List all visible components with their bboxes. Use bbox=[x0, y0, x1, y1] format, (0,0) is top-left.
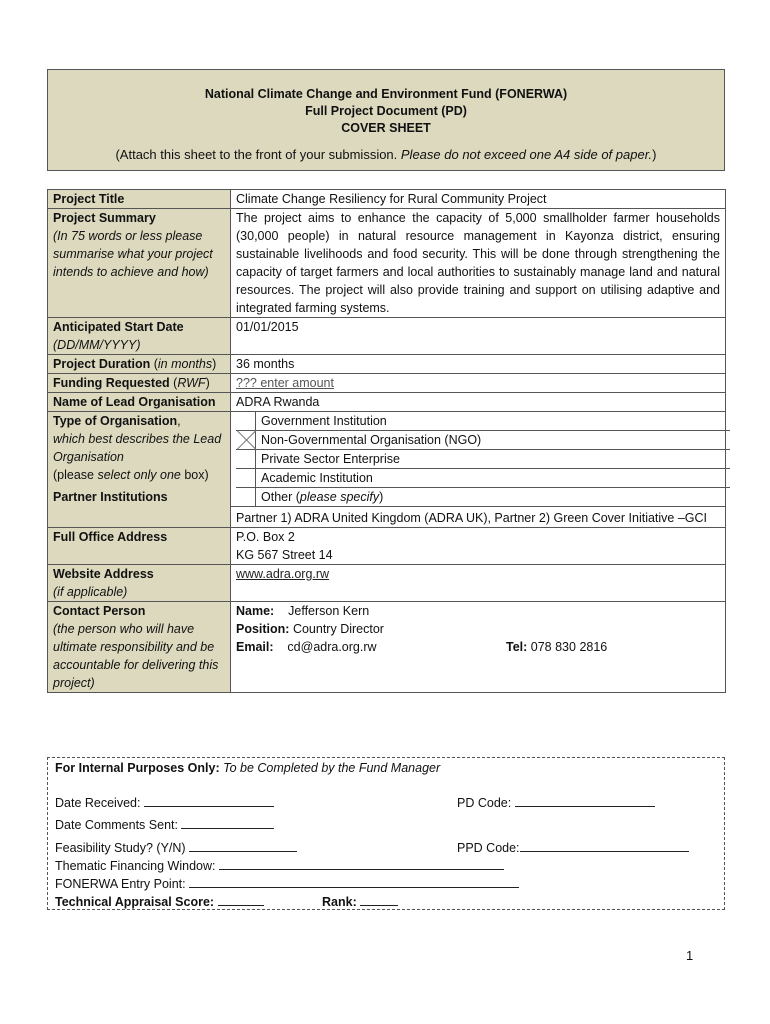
hint-website: (if applicable) bbox=[53, 585, 128, 599]
org-type-options bbox=[236, 412, 730, 506]
contact-name-row bbox=[236, 602, 720, 620]
internal-title bbox=[55, 759, 440, 777]
duration-hint-close: ) bbox=[212, 357, 217, 371]
row-website bbox=[48, 565, 726, 602]
ppd-code-blank[interactable] bbox=[520, 839, 689, 852]
org-type-option[interactable] bbox=[236, 450, 730, 469]
rank-label: Rank: bbox=[322, 895, 357, 909]
rank-blank[interactable] bbox=[360, 893, 398, 906]
org-type-option[interactable] bbox=[236, 431, 730, 450]
date-received-blank[interactable] bbox=[144, 794, 274, 807]
contact-email-row bbox=[236, 638, 720, 656]
contact-name-value[interactable]: Jefferson Kern bbox=[288, 604, 370, 618]
header-line-3: COVER SHEET bbox=[341, 121, 431, 135]
label-funding: Funding Requested bbox=[53, 376, 170, 390]
internal-title-italic: To be Completed by the Fund Manager bbox=[223, 761, 441, 775]
option-label: Non-Governmental Organisation (NGO) bbox=[261, 433, 482, 447]
label-address: Full Office Address bbox=[53, 530, 168, 544]
appraisal-label: Technical Appraisal Score: bbox=[55, 895, 215, 909]
hint-contact: (the person who will have ultimate responsibility and be accountable for delivering this project) bbox=[53, 622, 219, 690]
org-type-comma: , bbox=[177, 414, 181, 428]
rank-field[interactable] bbox=[322, 893, 398, 911]
label-project-summary: Project Summary bbox=[53, 211, 156, 225]
pd-code-label: PD Code: bbox=[457, 796, 512, 810]
internal-title-bold: For Internal Purposes Only: bbox=[55, 761, 220, 775]
org-type-option[interactable] bbox=[236, 488, 730, 506]
label-contact: Contact Person bbox=[53, 604, 146, 618]
label-duration: Project Duration bbox=[53, 357, 151, 371]
funding-hint-close: ) bbox=[205, 376, 210, 390]
other-label: Other ( bbox=[261, 490, 300, 504]
row-title bbox=[48, 190, 726, 209]
note-text: (Attach this sheet to the front of your submission. bbox=[115, 147, 401, 162]
label-lead-org: Name of Lead Organisation bbox=[53, 395, 216, 409]
contact-tel-value[interactable]: 078 830 2816 bbox=[530, 640, 608, 654]
row-contact bbox=[48, 602, 726, 693]
ppd-code-label: PPD Code: bbox=[457, 841, 520, 855]
thematic-label: Thematic Financing Window: bbox=[55, 859, 216, 873]
thematic-field[interactable] bbox=[55, 857, 504, 875]
page-number: 1 bbox=[686, 948, 694, 963]
hint-org-type-4: box) bbox=[180, 468, 209, 482]
header-note bbox=[48, 146, 724, 163]
internal-use-box bbox=[47, 757, 725, 910]
row-funding bbox=[48, 374, 726, 393]
hint-org-type-3: select only one bbox=[97, 468, 181, 482]
checkbox-ngo-checked[interactable] bbox=[236, 431, 256, 449]
contact-name-label: Name: bbox=[236, 604, 275, 618]
entry-point-field[interactable] bbox=[55, 875, 519, 893]
label-website: Website Address bbox=[53, 567, 154, 581]
option-label bbox=[256, 488, 383, 506]
option-label: Private Sector Enterprise bbox=[261, 452, 400, 466]
value-start-date[interactable]: 01/01/2015 bbox=[231, 318, 726, 355]
value-address-line-2[interactable]: KG 567 Street 14 bbox=[236, 548, 333, 562]
hint-funding: RWF bbox=[177, 376, 206, 390]
label-start-date: Anticipated Start Date bbox=[53, 320, 184, 334]
date-comments-field[interactable] bbox=[55, 816, 274, 834]
row-start-date bbox=[48, 318, 726, 355]
option-label: Government Institution bbox=[261, 414, 387, 428]
entry-point-blank[interactable] bbox=[189, 875, 519, 888]
contact-email-value[interactable]: cd@adra.org.rw bbox=[287, 640, 377, 654]
hint-org-type-2: (please bbox=[53, 468, 98, 482]
value-partners[interactable]: Partner 1) ADRA United Kingdom (ADRA UK), Partner 2) Green Cover Initiative –GCI bbox=[231, 507, 726, 528]
contact-email-label: Email: bbox=[236, 640, 274, 654]
contact-tel-label: Tel: bbox=[506, 640, 528, 654]
contact-position-row bbox=[236, 620, 720, 638]
hint-project-summary: (In 75 words or less please summarise what your project intends to achieve and how) bbox=[53, 229, 213, 279]
thematic-blank[interactable] bbox=[219, 857, 504, 870]
row-address bbox=[48, 528, 726, 565]
project-info-table bbox=[47, 189, 726, 693]
appraisal-blank[interactable] bbox=[218, 893, 264, 906]
contact-position-value[interactable]: Country Director bbox=[292, 622, 384, 636]
feasibility-blank[interactable] bbox=[189, 839, 297, 852]
value-funding[interactable]: ??? enter amount bbox=[236, 376, 334, 390]
org-type-option[interactable] bbox=[236, 469, 730, 488]
cover-sheet-header bbox=[47, 69, 725, 171]
contact-position-label: Position: bbox=[236, 622, 290, 636]
note-end: ) bbox=[652, 147, 657, 162]
pd-code-field[interactable] bbox=[457, 794, 655, 812]
value-project-summary[interactable]: The project aims to enhance the capacity of 5,000 smallholder farmer households (30,000 people) in natural resource management in Kayonza district, ensuring sustainable livelihoods and food security. This will be done through strengthening the capacity of target farmers and local authorities to sustainably manage land and natural resources. The project will also provide training and support on utilising adaptive and integrated farming systems. bbox=[231, 209, 726, 318]
date-received-label: Date Received: bbox=[55, 796, 141, 810]
row-org-type bbox=[48, 412, 726, 507]
hint-duration: in months bbox=[157, 357, 213, 371]
checkbox-academic[interactable] bbox=[236, 469, 256, 487]
header-line-2: Full Project Document (PD) bbox=[305, 104, 467, 118]
note-italic: Please do not exceed one A4 side of paper. bbox=[400, 147, 653, 162]
other-label-end: ) bbox=[379, 490, 384, 504]
hint-org-type: which best describes the Lead Organisation bbox=[53, 432, 222, 464]
date-received-field[interactable] bbox=[55, 794, 274, 812]
row-lead-org bbox=[48, 393, 726, 412]
hint-start-date: (DD/MM/YYYY) bbox=[53, 338, 141, 352]
ppd-code-field[interactable] bbox=[457, 839, 689, 857]
row-summary bbox=[48, 209, 726, 318]
checkbox-government[interactable] bbox=[236, 412, 256, 430]
header-line-1: National Climate Change and Environment Fund (FONERWA) bbox=[204, 87, 568, 101]
org-type-option[interactable] bbox=[236, 412, 730, 431]
date-comments-blank[interactable] bbox=[181, 816, 274, 829]
label-project-title: Project Title bbox=[53, 192, 125, 206]
other-label-italic: please specify bbox=[299, 490, 380, 504]
value-lead-org[interactable]: ADRA Rwanda bbox=[231, 393, 726, 412]
row-duration bbox=[48, 355, 726, 374]
duration-hint-open: ( bbox=[150, 357, 158, 371]
feasibility-field[interactable] bbox=[55, 839, 297, 857]
appraisal-field[interactable] bbox=[55, 893, 264, 911]
entry-point-label: FONERWA Entry Point: bbox=[55, 877, 186, 891]
date-comments-label: Date Comments Sent: bbox=[55, 818, 178, 832]
value-website-link[interactable]: www.adra.org.rw bbox=[236, 567, 330, 581]
value-address-line-1[interactable]: P.O. Box 2 bbox=[236, 530, 295, 544]
pd-code-blank[interactable] bbox=[515, 794, 655, 807]
checkbox-private-sector[interactable] bbox=[236, 450, 256, 468]
value-duration[interactable]: 36 months bbox=[231, 355, 726, 374]
label-partners: Partner Institutions bbox=[53, 490, 168, 504]
value-project-title[interactable]: Climate Change Resiliency for Rural Community Project bbox=[231, 190, 726, 209]
feasibility-label: Feasibility Study? (Y/N) bbox=[55, 841, 186, 855]
label-org-type: Type of Organisation bbox=[53, 414, 178, 428]
funding-hint-open: ( bbox=[169, 376, 178, 390]
checkbox-other[interactable] bbox=[236, 488, 256, 506]
option-label: Academic Institution bbox=[261, 471, 373, 485]
